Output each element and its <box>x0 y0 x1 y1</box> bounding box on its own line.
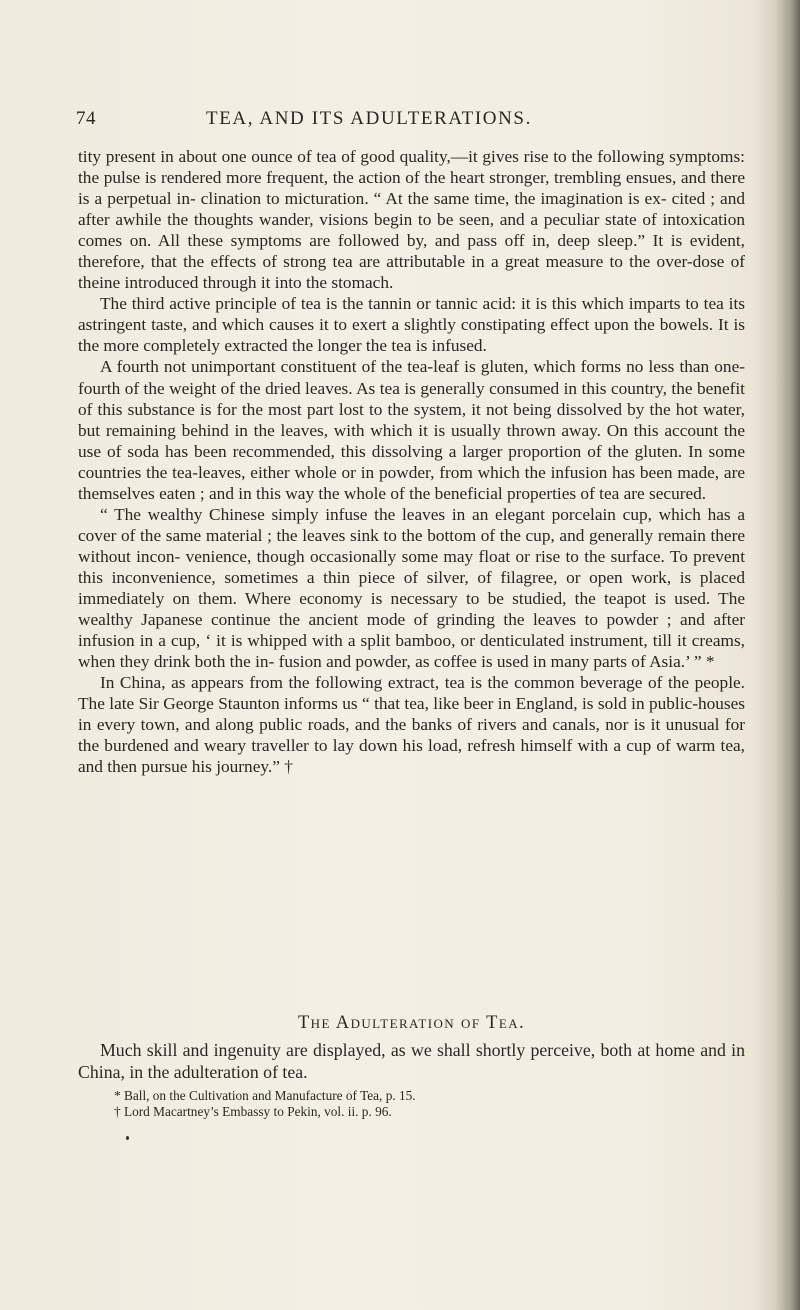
paragraph: In China, as appears from the following extract, tea is the common beverage of the people. The late Sir George Staunton informs us “ that tea, like beer in England, is sold in public-houses in every town, and along public roads, and the banks of rivers and canals, nor is it unusual for the burdened and weary traveller to lay down his load, refresh himself with a cup of warm tea, and then pursue his journey.” † <box>78 673 745 777</box>
footnote: * Ball, on the Cultivation and Manufacture of Tea, p. 15. <box>114 1088 416 1103</box>
running-head <box>76 108 746 136</box>
page-number: 74 <box>76 108 96 129</box>
binding-shadow <box>754 0 800 1310</box>
running-head-title: TEA, AND ITS ADULTERATIONS. <box>206 108 532 129</box>
paragraph: tity present in about one ounce of tea of good quality,—it gives rise to the following symptoms: the pulse is rendered more frequent, the action of the heart stronger, trembling ensues, and there is a perpetual in- clination to micturation. “ At the same time, the imagination is ex- cited ; and after awhile the thoughts wander, visions begin to be seen, and a peculiar state of intoxication comes on. All these symptoms are followed by, and pass off in, deep sleep.” It is evident, therefore, that the effects of strong tea are attributable in a great measure to the over-dose of theine introduced through it into the stomach. <box>78 147 745 293</box>
section-heading: The Adulteration of Tea. <box>297 1013 526 1033</box>
footnotes <box>114 1088 714 1120</box>
ink-speck <box>126 1136 129 1140</box>
paragraph: A fourth not unimportant constituent of the tea-leaf is gluten, which forms no less than one-fourth of the weight of the dried leaves. As tea is generally consumed in this country, the benefit of this substance is for the most part lost to the system, it not being dissolved by the hot water, but remaining behind in the leaves, with which it is usually thrown away. On this account the use of soda has been recommended, this dissolving a larger proportion of the gluten. In some countries the tea-leaves, either whole or in powder, from which the infusion has been made, are themselves eaten ; and in this way the whole of the beneficial properties of tea are secured. <box>78 357 745 503</box>
body-text <box>78 146 745 777</box>
paragraph: “ The wealthy Chinese simply infuse the leaves in an elegant porcelain cup, which has a cover of the same material ; the leaves sink to the bottom of the cup, and generally remain there without incon- venience, though occasionally some may float or rise to the surface. To prevent this inconvenience, sometimes a thin piece of silver, of filagree, or open work, is placed immediately on them. Where economy is necessary to be studied, the teapot is used. The wealthy Japanese continue the ancient mode of grinding the leaves to powder ; and after infusion in a cup, ‘ it is whipped with a split bamboo, or denticulated instrument, till it creams, when they drink both the in- fusion and powder, as coffee is used in many parts of Asia.’ ” * <box>78 504 745 672</box>
paragraph: Much skill and ingenuity are displayed, as we shall shortly perceive, both at home and in China, in the adulteration of tea. <box>78 1040 745 1082</box>
closing-paragraph-block <box>78 1040 745 1083</box>
footnote: † Lord Macartney’s Embassy to Pekin, vol. ii. p. 96. <box>114 1104 392 1119</box>
paragraph: The third active principle of tea is the tannin or tannic acid: it is this which imparts to tea its astringent taste, and which causes it to exert a slightly constipating effect upon the bowels. It is the more completely extracted the longer the tea is infused. <box>78 294 745 356</box>
